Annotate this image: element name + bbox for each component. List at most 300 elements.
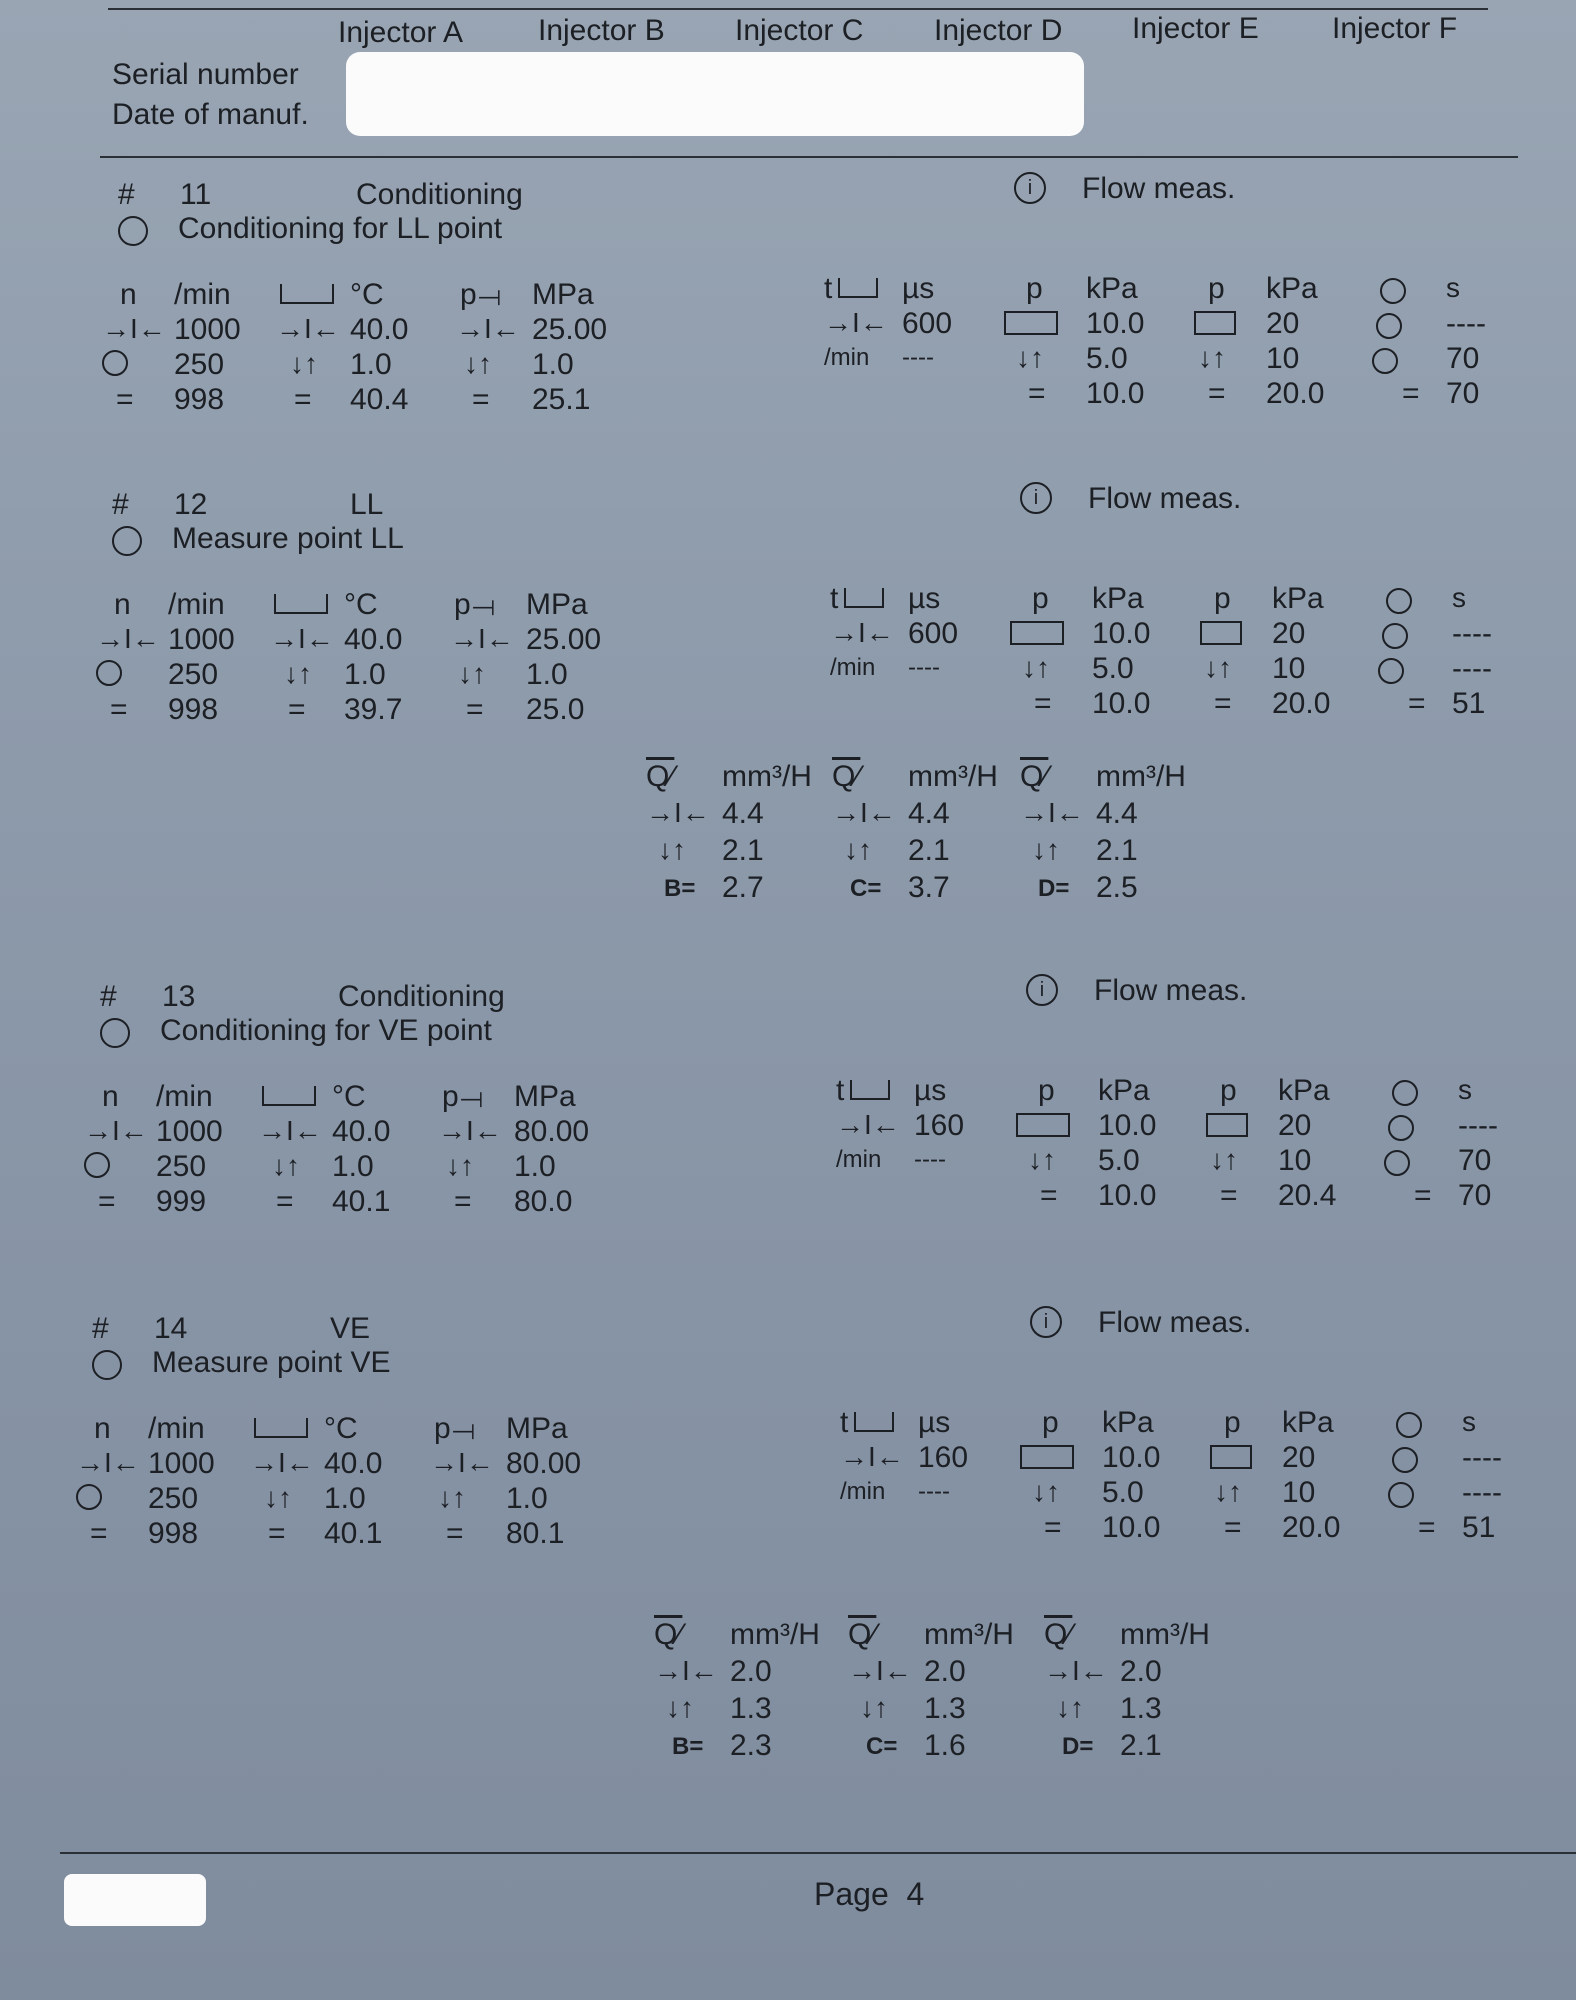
step-cycle-icon: [118, 216, 148, 246]
pressure-nominal: 25.00: [526, 623, 602, 656]
step-description: Conditioning for LL point: [178, 212, 503, 245]
seconds-wait: ----: [1458, 1109, 1498, 1142]
step-hash: #: [112, 488, 129, 521]
q-nominal: 4.4: [1096, 797, 1138, 830]
info-icon: i: [1030, 1306, 1062, 1338]
nominal-symbol: →I←: [832, 797, 896, 828]
p1-label: p: [1038, 1074, 1055, 1107]
pressure-unit: MPa: [514, 1080, 576, 1113]
p2-unit: kPa: [1272, 582, 1324, 615]
time-rate: ----: [902, 344, 934, 371]
time-nominal: 600: [902, 307, 953, 340]
clock-icon: [1392, 1080, 1418, 1106]
step-description: Measure point VE: [152, 1346, 391, 1379]
redacted-footer-block: [64, 1874, 206, 1926]
pressure-nominal: 25.00: [532, 313, 608, 346]
pressure-unit: MPa: [532, 278, 594, 311]
speed-tolerance: 250: [168, 658, 219, 691]
seconds-run: ----: [1462, 1476, 1502, 1509]
speed-tolerance: 250: [156, 1150, 207, 1183]
per-min-symbol: /min: [824, 344, 870, 371]
eq-sign: =: [1044, 1511, 1062, 1544]
col-injector-b: Injector B: [538, 14, 665, 47]
step-type: Conditioning: [338, 980, 505, 1013]
pressure-actual: 25.0: [526, 693, 585, 726]
pressure-tolerance: 1.0: [532, 348, 574, 381]
p2-tolerance: 10: [1272, 652, 1306, 685]
q-actual: 1.6: [924, 1729, 966, 1762]
seconds-unit: s: [1446, 272, 1460, 303]
hourglass-clock-icon: [1376, 313, 1402, 339]
q-actual: 3.7: [908, 871, 950, 904]
pulse-icon: [854, 1412, 894, 1432]
speed-tolerance: 250: [148, 1482, 199, 1515]
pressure-arrow-icon: ⟞: [472, 590, 496, 621]
eq-sign: =: [1408, 687, 1426, 720]
tolerance-symbol: ↓↑: [272, 1150, 300, 1181]
nominal-symbol: →I←: [824, 307, 888, 338]
temperature-icon: [274, 594, 328, 614]
eq-sign: =: [276, 1185, 294, 1218]
q-symbol: Q⁄: [832, 760, 861, 793]
temp-actual: 40.4: [350, 383, 409, 416]
time-rate: ----: [908, 654, 940, 681]
temp-nominal: 40.0: [350, 313, 409, 346]
injector-id: C=: [866, 1733, 898, 1760]
p1-actual: 10.0: [1102, 1511, 1161, 1544]
time-label: t: [824, 272, 833, 305]
q-unit: mm³/H: [908, 760, 998, 793]
page-indicator: [814, 1876, 924, 1913]
p2-actual: 20.4: [1278, 1179, 1337, 1212]
p1-nominal: 10.0: [1092, 617, 1151, 650]
pressure-return-icon: [1200, 621, 1242, 645]
step-number: 12: [174, 488, 208, 521]
temp-actual: 40.1: [332, 1185, 391, 1218]
date-of-manuf-label: Date of manuf.: [112, 98, 309, 131]
hourglass-clock-icon: [1388, 1115, 1414, 1141]
q-unit: mm³/H: [1120, 1618, 1210, 1651]
temp-nominal: 40.0: [344, 623, 403, 656]
tolerance-symbol: ↓↑: [658, 834, 686, 865]
p2-nominal: 20: [1266, 307, 1300, 340]
q-unit: mm³/H: [924, 1618, 1014, 1651]
p1-label: p: [1032, 582, 1049, 615]
p2-unit: kPa: [1266, 272, 1318, 305]
q-actual: 2.5: [1096, 871, 1138, 904]
tolerance-symbol: ↓↑: [1204, 652, 1232, 683]
temperature-icon: [262, 1086, 316, 1106]
q-unit: mm³/H: [722, 760, 812, 793]
pressure-unit: MPa: [506, 1412, 568, 1445]
p1-nominal: 10.0: [1098, 1109, 1157, 1142]
nominal-symbol: →I←: [836, 1109, 900, 1140]
nominal-symbol: →I←: [654, 1655, 718, 1686]
eq-sign: =: [294, 383, 312, 416]
eq-sign: =: [1224, 1511, 1242, 1544]
step-cycle-icon: [92, 1350, 122, 1380]
tolerance-symbol: ↓↑: [446, 1150, 474, 1181]
clock-icon: [1396, 1412, 1422, 1438]
eq-sign: =: [1418, 1511, 1436, 1544]
p2-label: p: [1214, 582, 1231, 615]
p1-unit: kPa: [1086, 272, 1138, 305]
nominal-symbol: →I←: [84, 1115, 148, 1146]
seconds-run: 70: [1446, 342, 1480, 375]
speed-unit: /min: [148, 1412, 205, 1445]
eq-sign: =: [288, 693, 306, 726]
injector-id: C=: [850, 875, 882, 902]
q-unit: mm³/H: [1096, 760, 1186, 793]
speed-unit: /min: [174, 278, 231, 311]
pressure-return-icon: [1194, 311, 1236, 335]
speed-label: n: [102, 1080, 119, 1113]
q-tolerance: 2.1: [1096, 834, 1138, 867]
page-number: 4: [906, 1876, 925, 1912]
q-symbol: Q⁄: [646, 760, 675, 793]
p1-actual: 10.0: [1092, 687, 1151, 720]
speed-actual: 999: [156, 1185, 207, 1218]
eq-sign: =: [1220, 1179, 1238, 1212]
step-hash: #: [100, 980, 117, 1013]
flow-meas-label: Flow meas.: [1088, 482, 1242, 515]
q-symbol: Q⁄: [1044, 1618, 1073, 1651]
time-unit: µs: [908, 582, 941, 615]
p2-tolerance: 10: [1278, 1144, 1312, 1177]
nominal-symbol: →I←: [848, 1655, 912, 1686]
time-nominal: 600: [908, 617, 959, 650]
eq-sign: =: [268, 1517, 286, 1550]
col-injector-e: Injector E: [1132, 12, 1259, 45]
footer-rule: [60, 1852, 1576, 1854]
pressure-inlet-icon: [1020, 1445, 1074, 1469]
top-rule: [108, 8, 1488, 10]
per-min-symbol: /min: [830, 654, 876, 681]
tolerance-symbol: ↓↑: [284, 658, 312, 689]
speed-label: n: [114, 588, 131, 621]
pressure-actual: 80.1: [506, 1517, 565, 1550]
q-unit: mm³/H: [730, 1618, 820, 1651]
tolerance-symbol: ↓↑: [1016, 342, 1044, 373]
time-nominal: 160: [914, 1109, 965, 1142]
p2-actual: 20.0: [1266, 377, 1325, 410]
step-hash: #: [118, 178, 135, 211]
nominal-symbol: →I←: [456, 313, 520, 344]
temp-unit: °C: [344, 588, 378, 621]
p2-actual: 20.0: [1272, 687, 1331, 720]
speed-tolerance-icon: [102, 350, 128, 376]
time-label: t: [840, 1406, 849, 1439]
step-hash: #: [92, 1312, 109, 1345]
tolerance-symbol: ↓↑: [844, 834, 872, 865]
eq-sign: =: [1208, 377, 1226, 410]
nominal-symbol: →I←: [438, 1115, 502, 1146]
temp-actual: 40.1: [324, 1517, 383, 1550]
temp-nominal: 40.0: [324, 1447, 383, 1480]
speed-tolerance-icon: [76, 1484, 102, 1510]
step-number: 13: [162, 980, 196, 1013]
seconds-actual: 51: [1452, 687, 1486, 720]
clock-run-icon: [1378, 658, 1404, 684]
time-unit: µs: [902, 272, 935, 305]
tolerance-symbol: ↓↑: [458, 658, 486, 689]
step-cycle-icon: [100, 1018, 130, 1048]
q-actual: 2.3: [730, 1729, 772, 1762]
time-unit: µs: [918, 1406, 951, 1439]
speed-actual: 998: [148, 1517, 199, 1550]
info-icon: i: [1026, 974, 1058, 1006]
flow-meas-label: Flow meas.: [1094, 974, 1248, 1007]
speed-actual: 998: [168, 693, 219, 726]
tolerance-symbol: ↓↑: [438, 1482, 466, 1513]
p1-label: p: [1026, 272, 1043, 305]
p1-tolerance: 5.0: [1102, 1476, 1144, 1509]
tolerance-symbol: ↓↑: [1022, 652, 1050, 683]
nominal-symbol: →I←: [1020, 797, 1084, 828]
nominal-symbol: →I←: [102, 313, 166, 344]
pressure-label: p: [454, 588, 471, 621]
nominal-symbol: →I←: [430, 1447, 494, 1478]
seconds-run: ----: [1452, 652, 1492, 685]
pressure-return-icon: [1210, 1445, 1252, 1469]
eq-sign: =: [472, 383, 490, 416]
pressure-arrow-icon: ⟞: [452, 1414, 476, 1445]
header-rule: [100, 156, 1518, 158]
q-tolerance: 2.1: [908, 834, 950, 867]
nominal-symbol: →I←: [270, 623, 334, 654]
q-nominal: 2.0: [924, 1655, 966, 1688]
p2-label: p: [1220, 1074, 1237, 1107]
q-nominal: 4.4: [722, 797, 764, 830]
p1-label: p: [1042, 1406, 1059, 1439]
clock-icon: [1386, 588, 1412, 614]
q-nominal: 4.4: [908, 797, 950, 830]
p2-unit: kPa: [1278, 1074, 1330, 1107]
step-description: Conditioning for VE point: [160, 1014, 492, 1047]
tolerance-symbol: ↓↑: [464, 348, 492, 379]
q-symbol: Q⁄: [1020, 760, 1049, 793]
flow-meas-label: Flow meas.: [1098, 1306, 1252, 1339]
seconds-unit: s: [1458, 1074, 1472, 1105]
pressure-tolerance: 1.0: [514, 1150, 556, 1183]
pressure-label: p: [442, 1080, 459, 1113]
nominal-symbol: →I←: [250, 1447, 314, 1478]
speed-nominal: 1000: [156, 1115, 223, 1148]
speed-unit: /min: [156, 1080, 213, 1113]
injector-id: B=: [672, 1733, 704, 1760]
eq-sign: =: [454, 1185, 472, 1218]
speed-tolerance-icon: [96, 660, 122, 686]
pressure-actual: 25.1: [532, 383, 591, 416]
p1-nominal: 10.0: [1086, 307, 1145, 340]
p1-actual: 10.0: [1098, 1179, 1157, 1212]
page-label: Page: [814, 1876, 889, 1912]
temp-actual: 39.7: [344, 693, 403, 726]
q-tolerance: 1.3: [1120, 1692, 1162, 1725]
tolerance-symbol: ↓↑: [1210, 1144, 1238, 1175]
eq-sign: =: [116, 383, 134, 416]
p2-tolerance: 10: [1266, 342, 1300, 375]
speed-nominal: 1000: [174, 313, 241, 346]
temp-unit: °C: [332, 1080, 366, 1113]
injector-id: B=: [664, 875, 696, 902]
clock-run-icon: [1372, 348, 1398, 374]
pressure-label: p: [460, 278, 477, 311]
pressure-inlet-icon: [1010, 621, 1064, 645]
nominal-symbol: →I←: [830, 617, 894, 648]
pressure-nominal: 80.00: [514, 1115, 590, 1148]
time-unit: µs: [914, 1074, 947, 1107]
speed-nominal: 1000: [148, 1447, 215, 1480]
speed-label: n: [120, 278, 137, 311]
seconds-actual: 70: [1446, 377, 1480, 410]
temperature-icon: [280, 284, 334, 304]
pressure-inlet-icon: [1004, 311, 1058, 335]
temp-tolerance: 1.0: [344, 658, 386, 691]
pulse-icon: [850, 1080, 890, 1100]
tolerance-symbol: ↓↑: [1198, 342, 1226, 373]
nominal-symbol: →I←: [258, 1115, 322, 1146]
redacted-serial-block: [346, 52, 1084, 136]
q-actual: 2.1: [1120, 1729, 1162, 1762]
temp-unit: °C: [350, 278, 384, 311]
temp-tolerance: 1.0: [350, 348, 392, 381]
nominal-symbol: →I←: [1044, 1655, 1108, 1686]
tolerance-symbol: ↓↑: [1032, 1476, 1060, 1507]
nominal-symbol: →I←: [96, 623, 160, 654]
step-type: VE: [330, 1312, 371, 1345]
seconds-wait: ----: [1452, 617, 1492, 650]
serial-number-label: Serial number: [112, 58, 299, 91]
pressure-tolerance: 1.0: [526, 658, 568, 691]
per-min-symbol: /min: [836, 1146, 882, 1173]
tolerance-symbol: ↓↑: [264, 1482, 292, 1513]
clock-run-icon: [1384, 1150, 1410, 1176]
temp-nominal: 40.0: [332, 1115, 391, 1148]
pressure-inlet-icon: [1016, 1113, 1070, 1137]
hourglass-clock-icon: [1392, 1447, 1418, 1473]
speed-tolerance-icon: [84, 1152, 110, 1178]
eq-sign: =: [98, 1185, 116, 1218]
info-icon: i: [1014, 172, 1046, 204]
step-number: 11: [180, 178, 212, 211]
pressure-arrow-icon: ⟞: [478, 280, 502, 311]
speed-actual: 998: [174, 383, 225, 416]
temp-tolerance: 1.0: [332, 1150, 374, 1183]
q-nominal: 2.0: [1120, 1655, 1162, 1688]
nominal-symbol: →I←: [76, 1447, 140, 1478]
step-cycle-icon: [112, 526, 142, 556]
p2-label: p: [1208, 272, 1225, 305]
tolerance-symbol: ↓↑: [860, 1692, 888, 1723]
p2-unit: kPa: [1282, 1406, 1334, 1439]
time-label: t: [830, 582, 839, 615]
speed-unit: /min: [168, 588, 225, 621]
pulse-icon: [838, 278, 878, 298]
time-label: t: [836, 1074, 845, 1107]
tolerance-symbol: ↓↑: [1028, 1144, 1056, 1175]
time-rate: ----: [914, 1146, 946, 1173]
hourglass-clock-icon: [1382, 623, 1408, 649]
tolerance-symbol: ↓↑: [1214, 1476, 1242, 1507]
p1-tolerance: 5.0: [1098, 1144, 1140, 1177]
p1-unit: kPa: [1102, 1406, 1154, 1439]
speed-label: n: [94, 1412, 111, 1445]
injector-id: D=: [1038, 875, 1070, 902]
clock-run-icon: [1388, 1482, 1414, 1508]
q-symbol: Q⁄: [848, 1618, 877, 1651]
eq-sign: =: [1040, 1179, 1058, 1212]
q-tolerance: 1.3: [924, 1692, 966, 1725]
time-nominal: 160: [918, 1441, 969, 1474]
step-type: Conditioning: [356, 178, 523, 211]
speed-nominal: 1000: [168, 623, 235, 656]
step-number: 14: [154, 1312, 188, 1345]
tolerance-symbol: ↓↑: [1032, 834, 1060, 865]
col-injector-f: Injector F: [1332, 12, 1458, 45]
p1-actual: 10.0: [1086, 377, 1145, 410]
tolerance-symbol: ↓↑: [290, 348, 318, 379]
pressure-unit: MPa: [526, 588, 588, 621]
p1-tolerance: 5.0: [1092, 652, 1134, 685]
p1-unit: kPa: [1098, 1074, 1150, 1107]
flow-meas-label: Flow meas.: [1082, 172, 1236, 205]
eq-sign: =: [90, 1517, 108, 1550]
nominal-symbol: →I←: [276, 313, 340, 344]
q-symbol: Q⁄: [654, 1618, 683, 1651]
pressure-nominal: 80.00: [506, 1447, 582, 1480]
nominal-symbol: →I←: [646, 797, 710, 828]
eq-sign: =: [1414, 1179, 1432, 1212]
pressure-label: p: [434, 1412, 451, 1445]
seconds-run: 70: [1458, 1144, 1492, 1177]
tolerance-symbol: ↓↑: [1056, 1692, 1084, 1723]
col-injector-d: Injector D: [934, 14, 1063, 47]
temp-unit: °C: [324, 1412, 358, 1445]
p1-tolerance: 5.0: [1086, 342, 1128, 375]
p1-nominal: 10.0: [1102, 1441, 1161, 1474]
time-rate: ----: [918, 1478, 950, 1505]
pressure-return-icon: [1206, 1113, 1248, 1137]
step-description: Measure point LL: [172, 522, 404, 555]
pressure-arrow-icon: ⟞: [460, 1082, 484, 1113]
p1-unit: kPa: [1092, 582, 1144, 615]
pressure-actual: 80.0: [514, 1185, 573, 1218]
p2-nominal: 20: [1272, 617, 1306, 650]
eq-sign: =: [1028, 377, 1046, 410]
p2-label: p: [1224, 1406, 1241, 1439]
pressure-tolerance: 1.0: [506, 1482, 548, 1515]
eq-sign: =: [446, 1517, 464, 1550]
p2-nominal: 20: [1282, 1441, 1316, 1474]
p2-tolerance: 10: [1282, 1476, 1316, 1509]
col-injector-a: Injector A: [338, 16, 464, 49]
seconds-wait: ----: [1462, 1441, 1502, 1474]
seconds-actual: 51: [1462, 1511, 1496, 1544]
q-tolerance: 1.3: [730, 1692, 772, 1725]
speed-tolerance: 250: [174, 348, 225, 381]
p2-actual: 20.0: [1282, 1511, 1341, 1544]
nominal-symbol: →I←: [450, 623, 514, 654]
seconds-unit: s: [1452, 582, 1466, 613]
pulse-icon: [844, 588, 884, 608]
seconds-wait: ----: [1446, 307, 1486, 340]
info-icon: i: [1020, 482, 1052, 514]
eq-sign: =: [1214, 687, 1232, 720]
per-min-symbol: /min: [840, 1478, 886, 1505]
eq-sign: =: [466, 693, 484, 726]
seconds-unit: s: [1462, 1406, 1476, 1437]
